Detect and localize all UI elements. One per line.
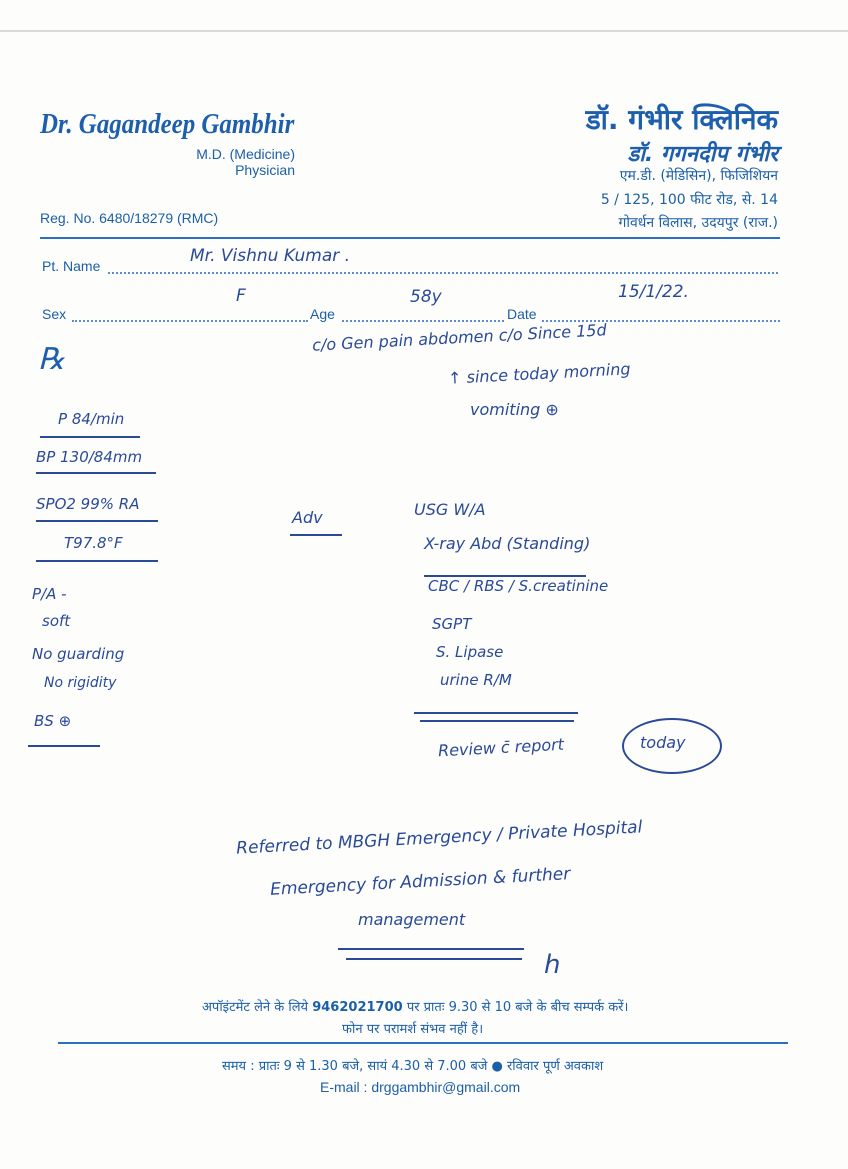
referral-line-2: Emergency for Admission & further [269, 864, 571, 900]
degree-english: M.D. (Medicine) [196, 146, 295, 162]
advice-underline [290, 534, 342, 536]
referral-underline-1 [338, 948, 524, 950]
advice-label: Adv [292, 508, 323, 527]
pa-bowel-sounds: BS ⊕ [34, 712, 72, 730]
vital-underline-3 [36, 520, 158, 522]
referral-line-1: Referred to MBGH Emergency / Private Hospital [235, 817, 643, 859]
scan-edge-line [0, 30, 848, 32]
investigations-underline-2 [420, 720, 574, 722]
appointment-phone: 9462021700 [312, 1000, 403, 1015]
pa-underline [28, 745, 100, 747]
investigation-sgpt: SGPT [432, 615, 472, 633]
signature: h [544, 950, 561, 980]
no-phone-consult: फोन पर परामर्श संभव नहीं है। [342, 1022, 484, 1037]
address-line-1: 5 / 125, 100 फीट रोड, से. 14 [600, 192, 778, 208]
vital-underline-1 [40, 436, 140, 438]
complaint-line-2: ↑ since today morning [447, 359, 631, 388]
clinic-timing: समय : प्रातः 9 से 1.30 बजे, सायं 4.30 से 7.00 बजे ● रविवार पूर्ण अवकाश [222, 1059, 604, 1074]
rx-symbol: ℞ [38, 343, 65, 376]
age-line [342, 320, 504, 322]
header-rule [40, 237, 780, 239]
age-value: 58y [410, 287, 442, 307]
registration-number: Reg. No. 6480/18279 (RMC) [40, 210, 219, 226]
clinic-name-hindi: डॉ. गंभीर क्लिनिक [585, 103, 778, 136]
age-label: Age [310, 306, 335, 322]
appointment-pre-text: अपॉइंटमेंट लेने के लिये [202, 1000, 313, 1015]
investigation-cbc: CBC / RBS / S.creatinine [428, 577, 609, 595]
sex-value: F [236, 286, 246, 306]
appointment-post-text: पर प्रातः 9.30 से 10 बजे के बीच सम्पर्क करें। [402, 1000, 629, 1015]
appointment-line [202, 997, 628, 1015]
doctor-name-english: Dr. Gagandeep Gambhir [40, 108, 295, 140]
vital-pulse: P 84/min [58, 410, 125, 428]
complaint-line-1: c/o Gen pain abdomen c/o Since 15d [311, 320, 608, 355]
vital-underline-4 [36, 560, 158, 562]
investigations-underline-1 [414, 712, 578, 714]
vital-spo2: SPO2 99% RA [36, 495, 140, 513]
footer-rule [58, 1042, 788, 1044]
vital-bp: BP 130/84mm [36, 448, 143, 466]
degree-hindi: एम.डी. (मेडिसिन), फिजिशियन [619, 168, 778, 184]
sex-line [72, 320, 308, 322]
review-today: today [640, 733, 686, 752]
sex-label: Sex [42, 306, 67, 322]
email-address: E-mail : drggambhir@gmail.com [320, 1079, 521, 1095]
review-note: Review c̄ report [437, 734, 565, 761]
investigation-usg: USG W/A [414, 500, 486, 519]
pa-label: P/A - [32, 585, 67, 603]
date-label: Date [507, 306, 537, 322]
doctor-name-hindi: डॉ. गगनदीप गंभीर [627, 142, 778, 167]
referral-line-3: management [358, 910, 466, 929]
pa-soft: soft [42, 612, 71, 630]
pa-no-rigidity: No rigidity [44, 675, 117, 691]
investigation-urine: urine R/M [440, 671, 512, 689]
vital-underline-2 [36, 472, 156, 474]
vital-temp: T97.8°F [64, 534, 123, 552]
address-line-2: गोवर्धन विलास, उदयपुर (राज.) [618, 215, 778, 231]
patient-name-value: Mr. Vishnu Kumar . [190, 246, 351, 266]
title-english: Physician [235, 162, 295, 178]
patient-name-label: Pt. Name [42, 258, 101, 274]
investigation-xray: X-ray Abd (Standing) [424, 534, 591, 553]
referral-underline-2 [346, 958, 522, 960]
patient-name-line [108, 272, 778, 274]
date-value: 15/1/22. [618, 282, 689, 302]
pa-no-guarding: No guarding [32, 645, 125, 663]
complaint-line-3: vomiting ⊕ [470, 400, 559, 419]
investigation-lipase: S. Lipase [436, 643, 504, 661]
